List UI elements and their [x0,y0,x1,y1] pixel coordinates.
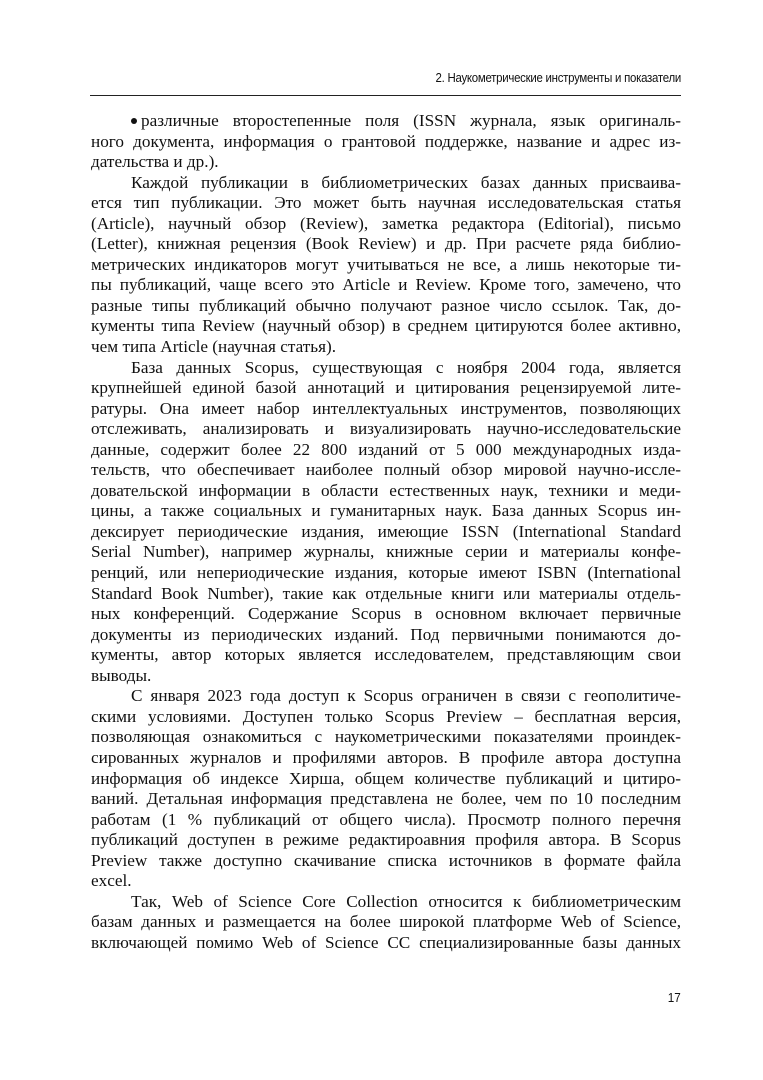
text-line [91,214,681,235]
header-rule [90,95,681,96]
line-text: тельств, что обеспечивает наиболее полный обзор мировой научно-иссле- [91,460,681,480]
text-line [91,666,681,687]
line-text: работам (1 % публикаций от общего числа). Просмотр полного перечня [91,809,681,829]
text-line [91,686,681,707]
line-text: различные второстепенные поля (ISSN журнала, язык оригиналь- [141,111,681,130]
text-line [91,132,681,153]
line-text: крупнейшей единой базой аннотаций и цитирования рецензируемой лите- [91,378,681,398]
line-text: отслеживать, анализировать и визуализировать научно-исследовательские [91,419,681,439]
bullet-item [91,111,681,173]
text-line [91,645,681,666]
page-body [91,111,681,953]
running-header: 2. Наукометрические инструменты и показатели [435,70,681,85]
line-text: дексирует периодические издания, имеющие ISSN (International Standard [91,521,681,541]
line-text: С января 2023 года доступ к Scopus ограничен в связи с геополитиче- [131,686,681,706]
line-text: ренций, или непериодические издания, которые имеют ISBN (International [91,563,681,583]
page-number: 17 [667,990,681,1005]
line-text: (Article), научный обзор (Review), заметка редактора (Editorial), письмо [91,213,681,233]
line-text: кументы, автор которых является исследователем, представляющим свои [91,645,681,665]
line-text: метрических индикаторов могут учитываться не все, а лишь некоторые ти- [91,254,681,274]
text-line [91,234,681,255]
line-text: данные, содержит более 22 800 изданий от 5 000 международных изда- [91,439,681,459]
line-text: цины, а также социальных и гуманитарных наук. База данных Scopus ин- [91,501,681,521]
line-text: документы из периодических изданий. Под первичными понимаются до- [91,624,681,644]
line-text: базам данных и размещается на более широкой платформе Web of Science, [91,912,681,932]
bullet-icon [131,118,137,124]
text-line [91,625,681,646]
line-text: скими условиями. Доступен только Scopus Preview – бесплатная версия, [91,706,681,726]
text-line [91,933,681,954]
text-line [91,173,681,194]
text-line [91,707,681,728]
text-line [91,193,681,214]
text-line [91,255,681,276]
line-text: Standard Book Number), такие как отдельные книги или материалы отдель- [91,583,681,603]
text-line [91,604,681,625]
line-text: ваний. Детальная информация представлена не более, чем по 10 последним [91,789,681,809]
text-line [91,275,681,296]
text-line [91,851,681,872]
line-text: ного документа, информация о грантовой поддержке, название и адрес из- [91,131,681,151]
line-text: Serial Number), например журналы, книжные серии и материалы конфе- [91,542,681,562]
line-text: публикаций доступен в режиме редактироавния профиля автора. В Scopus [91,830,681,850]
paragraph [91,892,681,954]
text-line [91,316,681,337]
paragraph [91,686,681,891]
text-line [91,871,681,892]
text-line [91,152,681,173]
line-text: чем типа Article (научная статья). [91,337,337,357]
text-line [91,542,681,563]
text-line [91,296,681,317]
text-line [91,830,681,851]
text-line [91,810,681,831]
line-text: Preview также доступно скачивание списка источников в формате файла [91,850,681,870]
text-line [91,111,681,132]
text-line [91,522,681,543]
line-text: Каждой публикации в библиометрических базах данных присваива- [131,172,681,192]
paragraph [91,358,681,687]
text-line [91,912,681,933]
text-line [91,584,681,605]
text-line [91,419,681,440]
text-line [91,789,681,810]
text-line [91,337,681,358]
text-line [91,440,681,461]
line-text: кументы типа Review (научный обзор) в среднем цитируются более активно, [91,316,681,336]
line-text: включающей помимо Web of Science CC специализированные базы данных [91,932,681,952]
line-text: ется тип публикации. Это может быть научная исследовательская статья [91,193,681,213]
line-text: Так, Web of Science Core Collection относится к библиометрическим [131,891,681,911]
line-text: сированных журналов и профилями авторов. В профиле автора доступна [91,747,681,767]
text-line [91,501,681,522]
text-line [91,481,681,502]
text-line [91,460,681,481]
line-text: разные типы публикаций обычно получают разное число ссылок. Так, до- [91,295,681,315]
line-text: дательства и др.). [91,152,219,172]
line-text: excel. [91,871,132,891]
line-text: пы публикаций, чаще всего это Article и Review. Кроме того, замечено, что [91,275,681,295]
line-text: ратуры. Она имеет набор интеллектуальных инструментов, позволяющих [91,398,681,418]
text-line [91,399,681,420]
line-text: довательской информации в области естественных наук, техники и меди- [91,480,681,500]
paragraph [91,173,681,358]
line-text: База данных Scopus, существующая с ноября 2004 года, является [131,357,681,377]
line-text: позволяющая ознакомиться с наукометрическими показателями проиндек- [91,727,681,747]
line-text: (Letter), книжная рецензия (Book Review) и др. При расчете ряда библио- [91,234,681,254]
text-line [91,563,681,584]
line-text: информация об индексе Хирша, общем количестве публикаций и цитиро- [91,768,681,788]
line-text: выводы. [91,665,152,685]
text-line [91,748,681,769]
text-line [91,769,681,790]
text-line [91,358,681,379]
line-text: ных конференций. Содержание Scopus в основном включает первичные [91,604,681,624]
text-line [91,892,681,913]
text-line [91,727,681,748]
text-line [91,378,681,399]
